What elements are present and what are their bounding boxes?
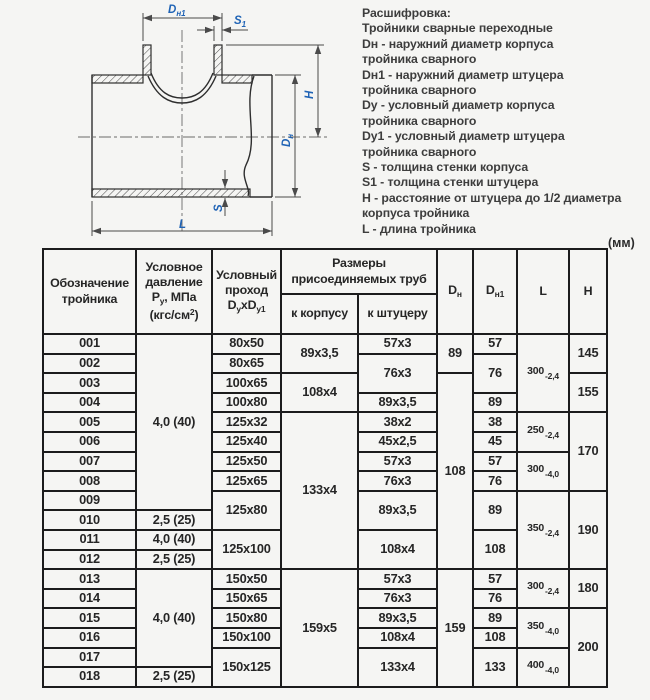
units-label: (мм)	[608, 236, 635, 250]
table-cell: 007	[43, 452, 136, 472]
table-cell: 45	[473, 432, 517, 452]
table-cell: 150x100	[212, 628, 281, 648]
col-header-to-body: к корпусу	[281, 294, 358, 334]
table-cell: 76x3	[358, 471, 437, 491]
table-cell: $^{350}$-4,0	[517, 608, 569, 647]
legend-line: S - толщина стенки корпуса	[362, 160, 529, 175]
dimension-label-s: S	[213, 204, 225, 212]
table-row	[43, 412, 607, 432]
table-cell: 125x80	[212, 491, 281, 530]
table-cell: 012	[43, 550, 136, 570]
break-line	[244, 76, 254, 196]
table-cell: 017	[43, 648, 136, 668]
table-cell: 133x4	[358, 648, 437, 687]
table-cell: 150x125	[212, 648, 281, 687]
table-cell: $^{300}$-4,0	[517, 452, 569, 491]
table-cell: 125x40	[212, 432, 281, 452]
table-cell: 4,0 (40)	[136, 569, 212, 667]
table-cell: 108x4	[281, 373, 358, 412]
table-cell: 80x50	[212, 334, 281, 354]
table-cell: 005	[43, 412, 136, 432]
table-cell: 89x3,5	[281, 334, 358, 373]
table-cell: 4,0 (40)	[136, 334, 212, 510]
table-cell: 013	[43, 569, 136, 589]
dimension-label-s1: $S_1$	[234, 15, 247, 29]
centerlines	[78, 30, 328, 234]
table-cell: 018	[43, 667, 136, 687]
col-header-dn: $D_н$	[437, 249, 473, 334]
table-cell: 108	[473, 530, 517, 569]
col-header-pipe-sizes: Размеры присоединяемых труб	[281, 249, 437, 294]
table-cell: 38	[473, 412, 517, 432]
col-header-designation: Обозначение тройника	[43, 249, 136, 334]
table-cell: 57x3	[358, 334, 437, 354]
table-cell: 2,5 (25)	[136, 550, 212, 570]
col-header-height: H	[569, 249, 607, 334]
col-header-pass: Условный проход $D_уxD_{у1}$	[212, 249, 281, 334]
table-cell: 170	[569, 412, 607, 490]
legend-text	[362, 6, 650, 237]
table-cell: 014	[43, 589, 136, 609]
table-row	[43, 569, 607, 589]
table-cell: 002	[43, 354, 136, 374]
table-cell: 57x3	[358, 452, 437, 472]
table-cell: $^{250}$-2,4	[517, 412, 569, 451]
table-cell: 159x5	[281, 569, 358, 687]
table-cell: 57	[473, 334, 517, 354]
legend-line: Dу1 - условный диаметр штуцера	[362, 129, 565, 144]
table-cell: 015	[43, 608, 136, 628]
table-cell: 108	[437, 373, 473, 569]
tee-fitting-diagram	[0, 0, 360, 246]
spec-table	[42, 248, 608, 688]
table-cell: 76x3	[358, 354, 437, 393]
table-cell: 80x65	[212, 354, 281, 374]
table-cell: $^{300}$-2,4	[517, 569, 569, 608]
table-cell: 89	[437, 334, 473, 373]
table-cell: 76	[473, 354, 517, 393]
table-cell: 57	[473, 452, 517, 472]
table-row	[43, 334, 607, 354]
col-header-pressure: Условное давление $P_у$, МПа $(кгс/см^2)$	[136, 249, 212, 334]
legend-line: H - расстояние от штуцера до 1/2 диаметра	[362, 190, 622, 205]
table-cell: 009	[43, 491, 136, 511]
legend-line: L - длина тройника	[362, 221, 476, 236]
table-cell: $^{400}$-4,0	[517, 648, 569, 687]
table-cell: 89x3,5	[358, 393, 437, 413]
table-cell: 004	[43, 393, 136, 413]
table-cell: 89	[473, 491, 517, 530]
table-cell: 133x4	[281, 412, 358, 569]
table-cell: 45x2,5	[358, 432, 437, 452]
legend-line: тройника сварного	[362, 52, 477, 67]
branch-pipe	[143, 45, 222, 103]
table-cell: 125x65	[212, 471, 281, 491]
legend-line: корпуса тройника	[362, 206, 470, 221]
dimension-lines	[92, 13, 324, 236]
table-cell: 200	[569, 608, 607, 686]
legend-line: Dн - наружний диаметр корпуса	[362, 36, 554, 51]
table-cell: 57x3	[358, 569, 437, 589]
table-cell: 89x3,5	[358, 491, 437, 530]
table-cell: 2,5 (25)	[136, 667, 212, 687]
table-cell: $^{300}$-2,4	[517, 334, 569, 412]
table-cell: 150x65	[212, 589, 281, 609]
dimension-label-dn1: $D_{н1}$	[168, 4, 186, 18]
table-cell: 159	[437, 569, 473, 687]
table-cell: 008	[43, 471, 136, 491]
table-cell: 125x100	[212, 530, 281, 569]
table-cell: 190	[569, 491, 607, 569]
table-cell: 100x65	[212, 373, 281, 393]
col-header-dn1: $D_{н1}$	[473, 249, 517, 334]
table-cell: 76	[473, 471, 517, 491]
table-cell: 125x50	[212, 452, 281, 472]
table-cell: 57	[473, 569, 517, 589]
legend-line: тройника сварного	[362, 113, 477, 128]
legend-line: тройника сварного	[362, 144, 477, 159]
dimension-label-dn: $D_н$	[281, 133, 295, 147]
table-cell: 76x3	[358, 589, 437, 609]
legend-line: Расшифровка:	[362, 6, 451, 20]
table-cell: 155	[569, 373, 607, 412]
legend-line: Тройники сварные переходные	[362, 21, 553, 36]
legend-line: Dн1 - наружний диаметр штуцера	[362, 67, 564, 82]
table-cell: 108x4	[358, 530, 437, 569]
col-header-to-branch: к штуцеру	[358, 294, 437, 334]
col-header-length: L	[517, 249, 569, 334]
table-cell: $^{350}$-2,4	[517, 491, 569, 569]
table-cell: 150x50	[212, 569, 281, 589]
table-cell: 89x3,5	[358, 608, 437, 628]
dimension-label-l: L	[179, 219, 187, 231]
table-cell: 180	[569, 569, 607, 608]
legend-line: Dу - условный диаметр корпуса	[362, 98, 555, 113]
table-cell: 100x80	[212, 393, 281, 413]
legend-line: S1 - толщина стенки штуцера	[362, 175, 539, 190]
table-cell: 150x80	[212, 608, 281, 628]
table-cell: 2,5 (25)	[136, 510, 212, 530]
dimension-label-h: H	[304, 90, 316, 99]
table-cell: 133	[473, 648, 517, 687]
table-cell: 89	[473, 393, 517, 413]
table-cell: 89	[473, 608, 517, 628]
table-cell: 006	[43, 432, 136, 452]
table-cell: 108	[473, 628, 517, 648]
table-cell: 4,0 (40)	[136, 530, 212, 550]
table-cell: 010	[43, 510, 136, 530]
table-cell: 016	[43, 628, 136, 648]
table-cell: 125x32	[212, 412, 281, 432]
table-cell: 108x4	[358, 628, 437, 648]
table-cell: 145	[569, 334, 607, 373]
legend-line: тройника сварного	[362, 83, 477, 98]
table-cell: 011	[43, 530, 136, 550]
table-cell: 76	[473, 589, 517, 609]
table-cell: 001	[43, 334, 136, 354]
table-cell: 003	[43, 373, 136, 393]
table-cell: 38x2	[358, 412, 437, 432]
